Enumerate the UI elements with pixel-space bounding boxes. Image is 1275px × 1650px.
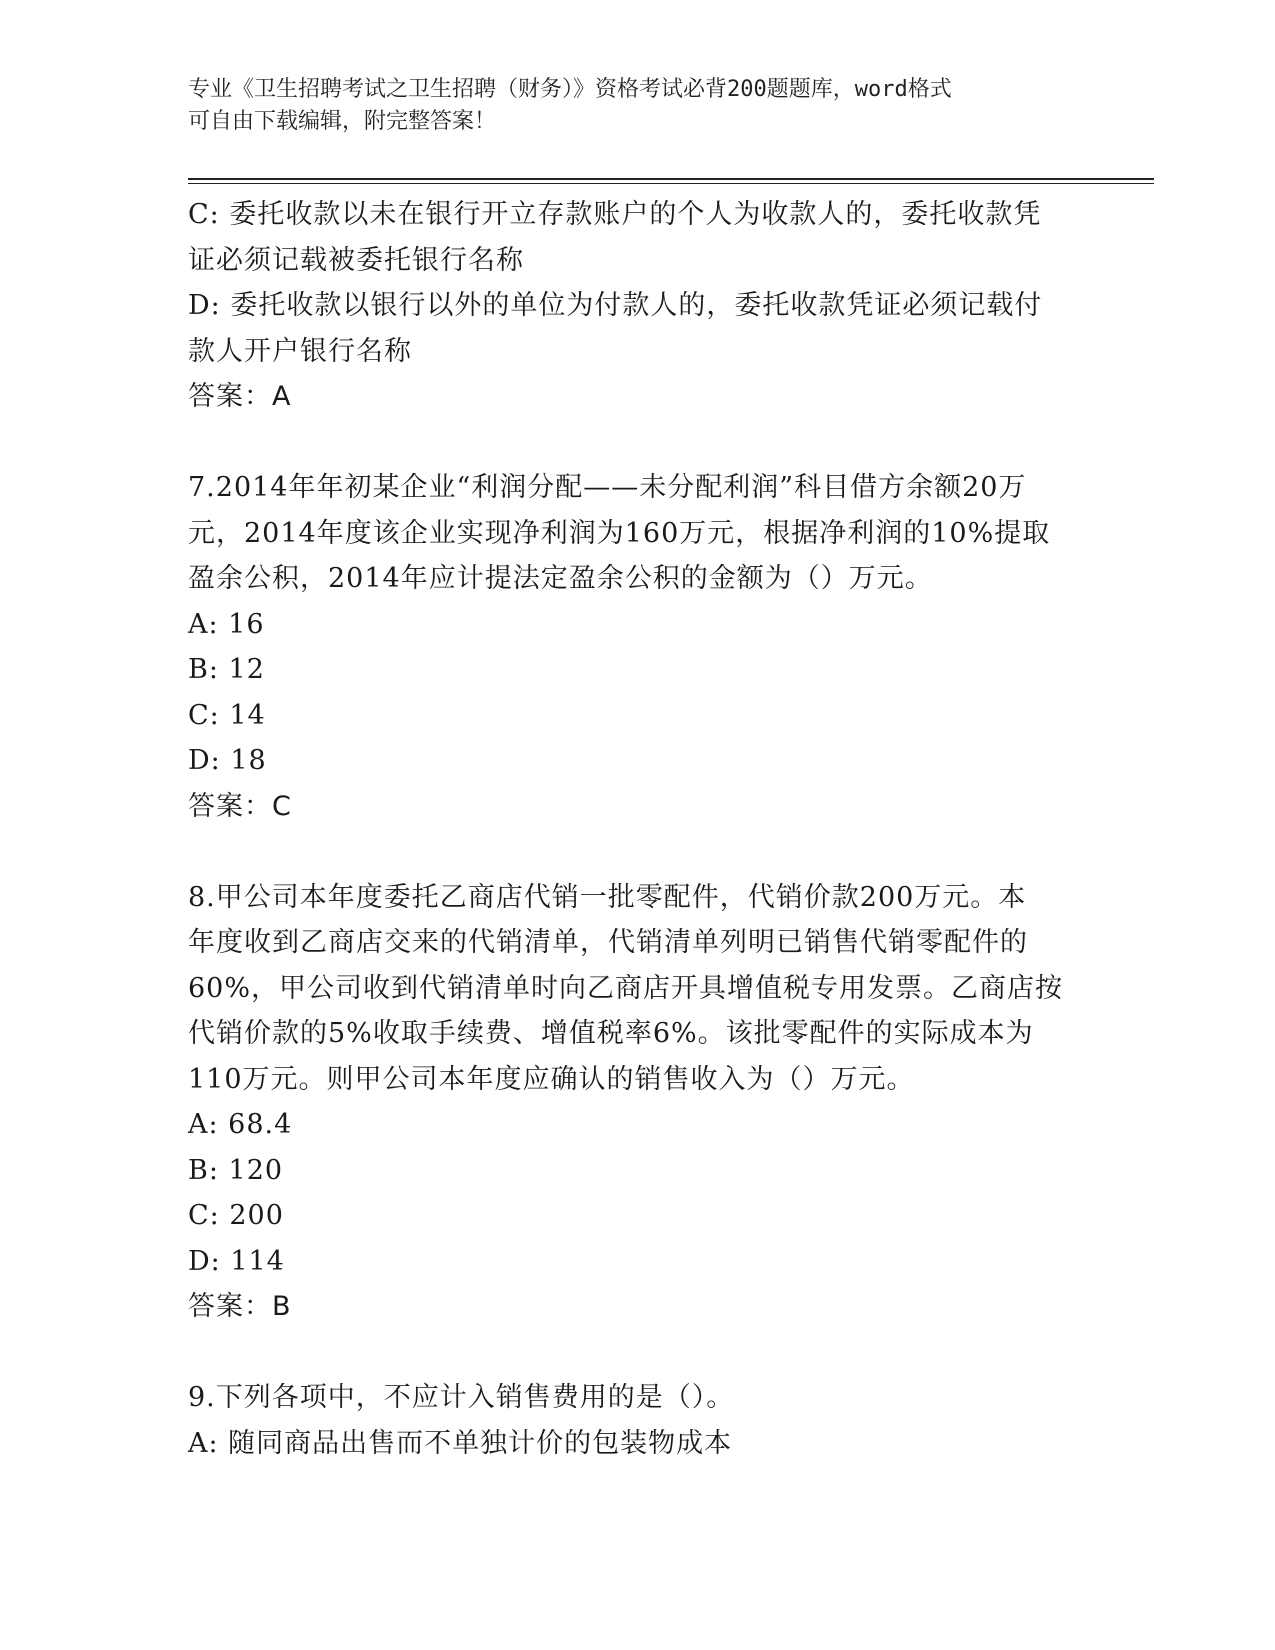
- question-stem-line: 60%，甲公司收到代销清单时向乙商店开具增值税专用发票。乙商店按: [188, 972, 1064, 1004]
- option-c: C: 14: [188, 699, 266, 731]
- header-divider-thick: [188, 178, 1154, 180]
- header-title-line-1: 专业《卫生招聘考试之卫生招聘（财务）》资格考试必背200题题库，word格式: [188, 77, 952, 102]
- option-d-line: D: 委托收款以银行以外的单位为付款人的，委托收款凭证必须记载付: [188, 290, 1043, 321]
- option-a: A: 68.4: [188, 1109, 293, 1140]
- option-a: A: 随同商品出售而不单独计价的包装物成本: [188, 1427, 733, 1459]
- option-c-line: C: 委托收款以未在银行开立存款账户的个人为收款人的，委托收款凭: [188, 199, 1042, 230]
- header-divider-thin: [188, 183, 1154, 184]
- question-6-tail: [188, 192, 1088, 420]
- question-stem-line: 7.2014年年初某企业“利润分配——未分配利润”科目借方余额20万: [188, 472, 1027, 503]
- spacer: [188, 1330, 1088, 1376]
- question-8: [188, 875, 1088, 1330]
- question-stem-line: 盈余公积，2014年应计提法定盈余公积的金额为（）万元。: [188, 563, 933, 594]
- option-c-line: 证必须记载被委托银行名称: [188, 244, 524, 276]
- question-stem-line: 9.下列各项中，不应计入销售费用的是（）。: [188, 1382, 735, 1413]
- option-c: C: 200: [188, 1200, 284, 1231]
- option-d: D: 18: [188, 745, 267, 776]
- option-d-line: 款人开户银行名称: [188, 335, 412, 367]
- question-stem-line: 年度收到乙商店交来的代销清单，代销清单列明已销售代销零配件的: [188, 927, 1028, 958]
- question-stem-line: 代销价款的5%收取手续费、增值税率6%。该批零配件的实际成本为: [188, 1018, 1034, 1049]
- answer-line: 答案：C: [188, 790, 292, 822]
- spacer: [188, 420, 1088, 466]
- answer-line: 答案：B: [188, 1291, 292, 1322]
- header-title-line-2: 可自由下载编辑，附完整答案！: [188, 109, 497, 134]
- option-b: B: 12: [188, 654, 265, 685]
- question-stem-line: 元，2014年度该企业实现净利润为160万元，根据净利润的10%提取: [188, 517, 1051, 549]
- option-b: B: 120: [188, 1154, 284, 1186]
- option-d: D: 114: [188, 1245, 285, 1277]
- question-7: [188, 465, 1088, 829]
- answer-line: 答案：A: [188, 381, 292, 412]
- document-body: [188, 192, 1088, 1466]
- spacer: [188, 829, 1088, 875]
- question-stem-line: 110万元。则甲公司本年度应确认的销售收入为（）万元。: [188, 1063, 915, 1095]
- document-header: [188, 74, 1068, 138]
- question-9: [188, 1375, 1088, 1466]
- question-stem-line: 8.甲公司本年度委托乙商店代销一批零配件，代销价款200万元。本: [188, 881, 1027, 913]
- option-a: A: 16: [188, 608, 265, 640]
